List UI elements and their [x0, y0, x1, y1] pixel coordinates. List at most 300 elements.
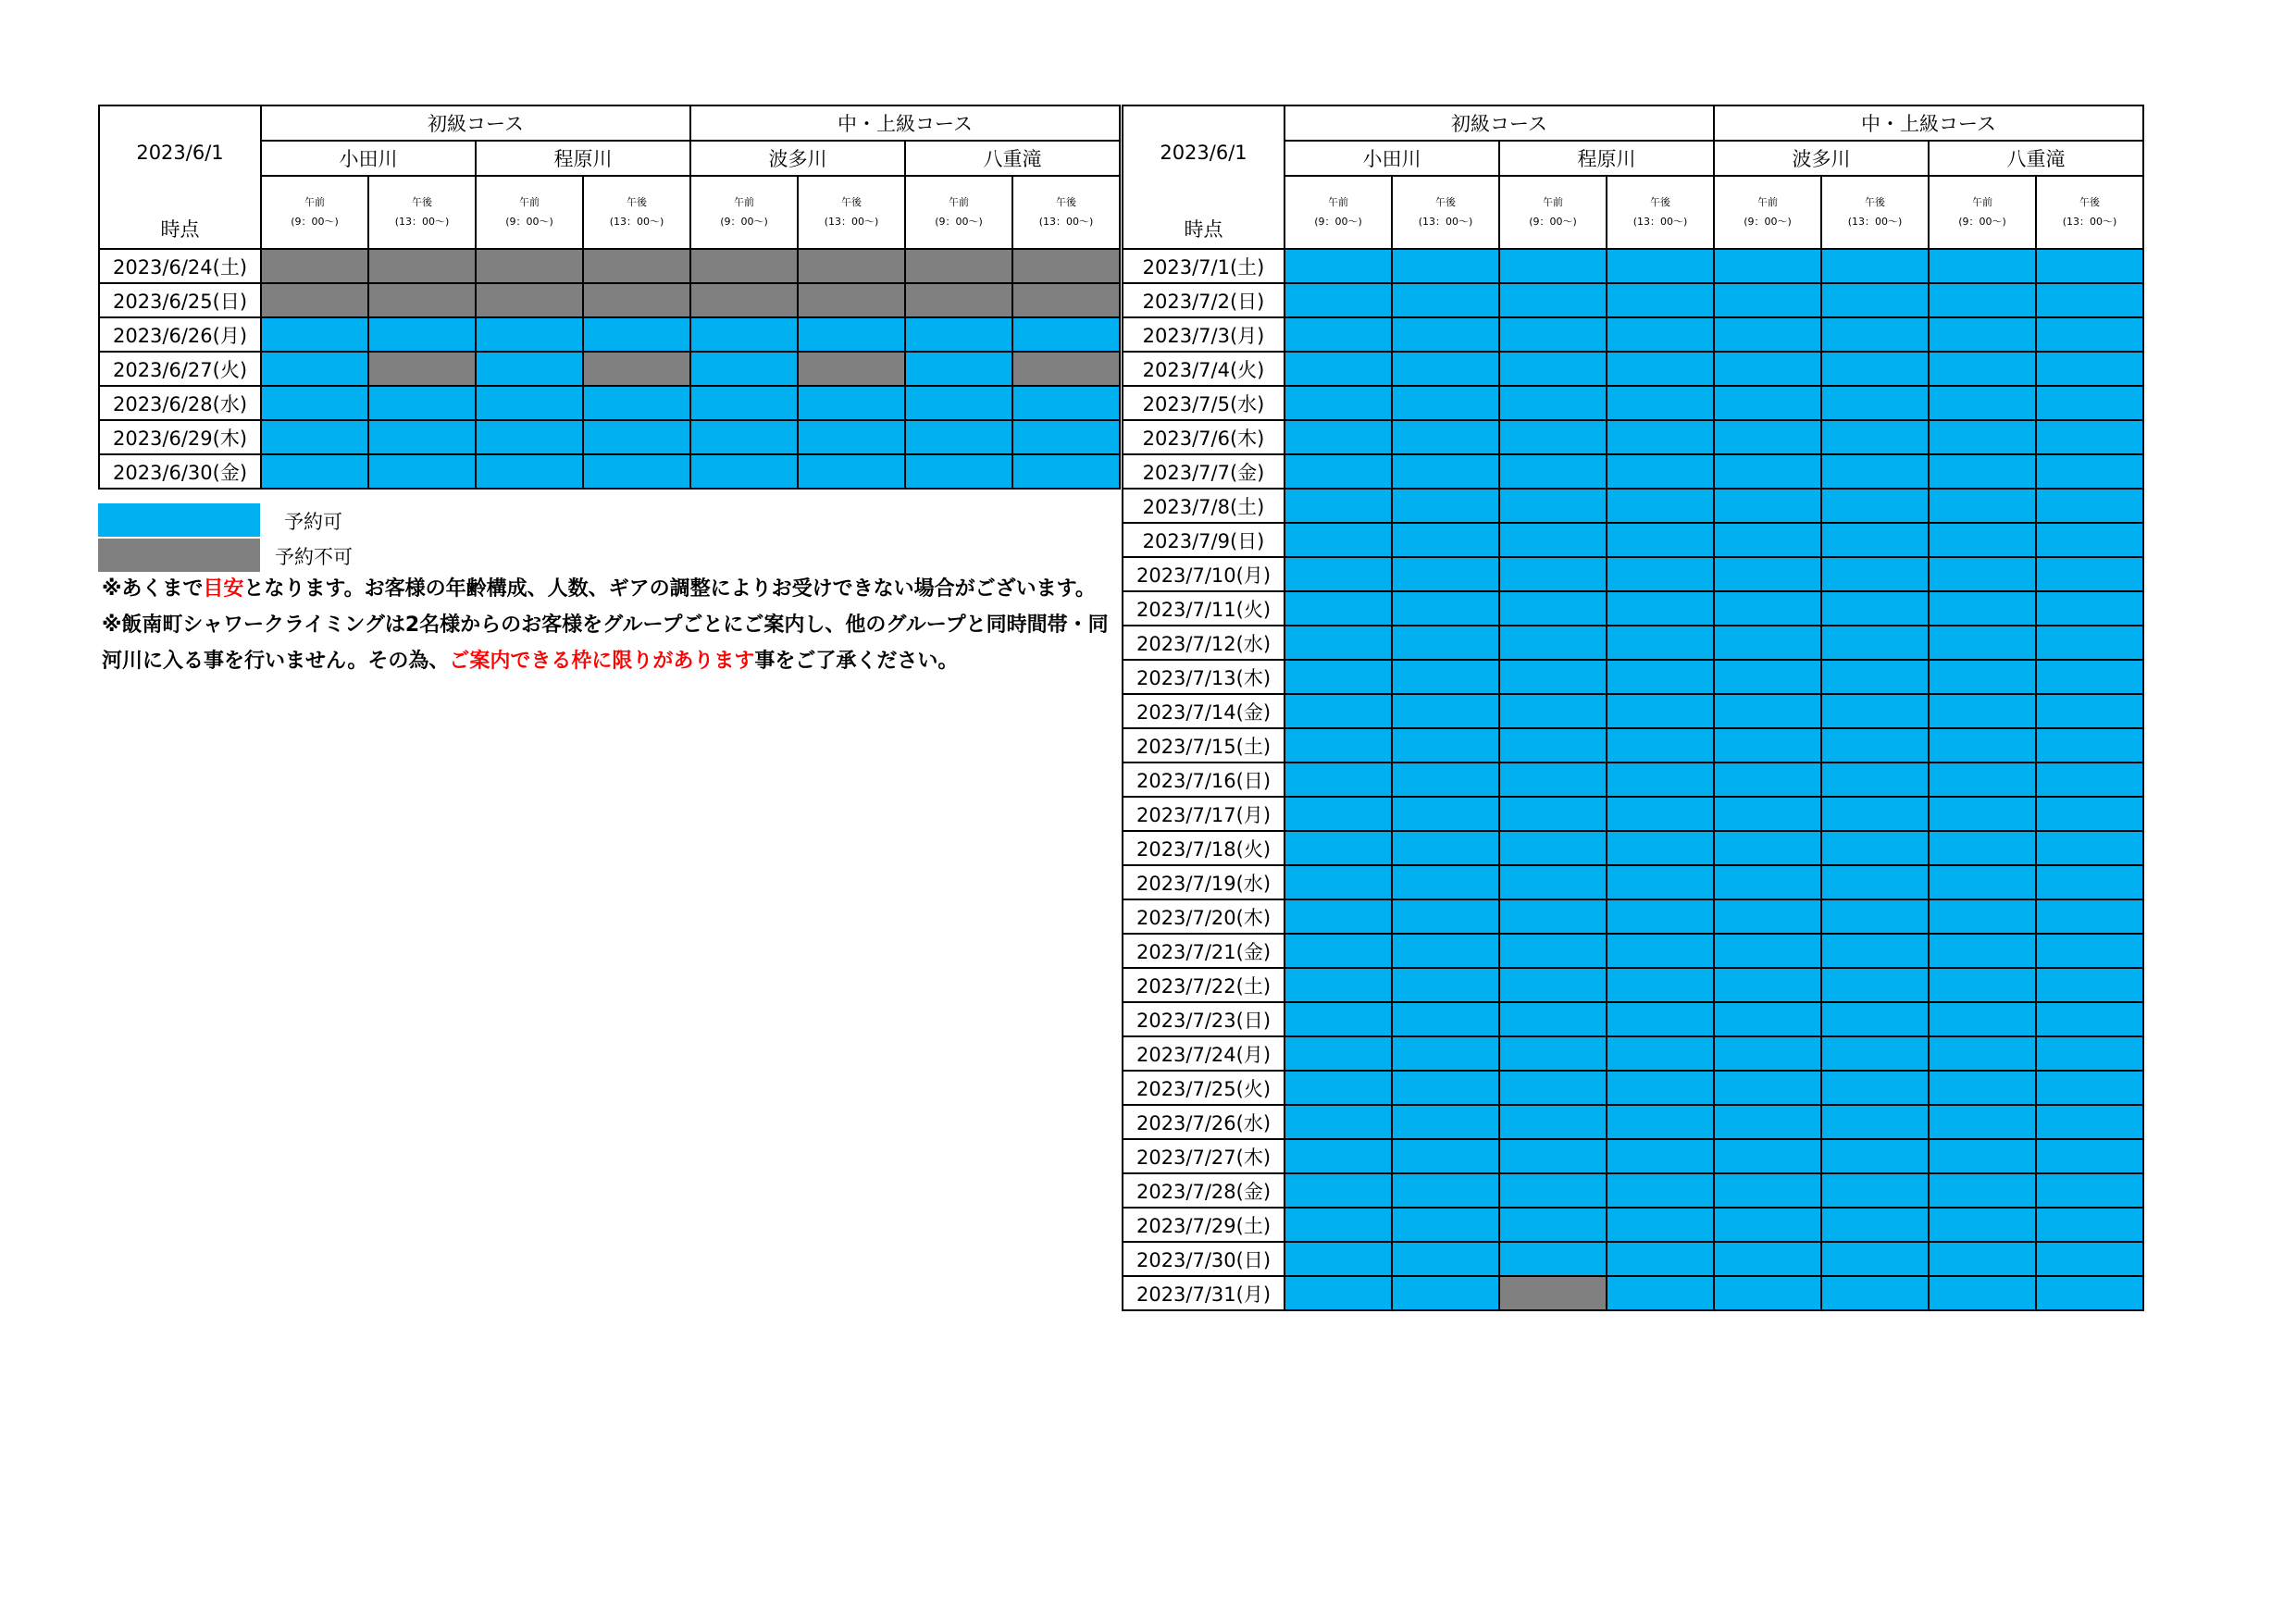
- slot-header-text: [1285, 192, 1391, 231]
- availability-cell-available: [1285, 694, 1392, 728]
- slot-header: [476, 176, 583, 249]
- slot-header: [261, 176, 368, 249]
- availability-cell-available: [1499, 831, 1607, 865]
- availability-cell-available: [1392, 1002, 1499, 1036]
- availability-cell-available: [1821, 1276, 1929, 1310]
- slot-header-text: [1715, 192, 1820, 231]
- availability-cell-available: [1285, 1208, 1392, 1242]
- date-cell: 2023/6/28(水): [99, 386, 261, 420]
- availability-cell-available: [1607, 386, 1714, 420]
- availability-cell-available: [1285, 1071, 1392, 1105]
- availability-cell-available: [1607, 1139, 1714, 1173]
- availability-cell-available: [1499, 660, 1607, 694]
- as-of-wrap: [100, 106, 260, 248]
- availability-cell-available: [1392, 762, 1499, 797]
- availability-cell-available: [690, 317, 798, 352]
- slot-time: (13：00〜): [609, 216, 664, 229]
- slot-label: 午後: [1865, 196, 1885, 209]
- availability-cell-available: [1714, 1105, 1821, 1139]
- table-row: [1123, 420, 2143, 454]
- course-header: 初級コース: [1285, 105, 1714, 141]
- availability-cell-available: [1285, 249, 1392, 283]
- availability-cell-available: [1499, 557, 1607, 591]
- availability-cell-available: [1607, 865, 1714, 899]
- availability-cell-available: [1012, 420, 1120, 454]
- availability-cell-available: [1499, 1071, 1607, 1105]
- availability-cell-available: [1499, 1242, 1607, 1276]
- availability-cell-available: [1392, 1071, 1499, 1105]
- availability-cell-available: [1607, 831, 1714, 865]
- availability-cell-available: [1607, 1071, 1714, 1105]
- slot-label: 午後: [1056, 196, 1076, 209]
- availability-cell-available: [1929, 797, 2036, 831]
- slot-header: [1821, 176, 1929, 249]
- note2-text-before: ※飯南町シャワークライミングは2名様からのお客様をグループごとにご案内し、他のグループと同時間帯・同河川に入る事を行いません。その為、: [102, 614, 1109, 673]
- availability-cell-available: [1499, 762, 1607, 797]
- river-header: 小田川: [1285, 141, 1499, 176]
- availability-cell-available: [1285, 420, 1392, 454]
- availability-cell-available: [1607, 489, 1714, 523]
- availability-cell-available: [1821, 1139, 1929, 1173]
- availability-cell-available: [905, 386, 1012, 420]
- slot-label: 午後: [841, 196, 862, 209]
- availability-cell-available: [1929, 1173, 2036, 1208]
- availability-cell-available: [905, 317, 1012, 352]
- as-of-wrap: [1123, 106, 1284, 248]
- river-header: 八重滝: [1929, 141, 2143, 176]
- availability-cell-available: [1929, 249, 2036, 283]
- availability-cell-available: [1392, 1242, 1499, 1276]
- availability-cell-available: [1392, 694, 1499, 728]
- availability-cell-available: [583, 454, 690, 489]
- availability-cell-available: [1714, 1139, 1821, 1173]
- slot-header: [583, 176, 690, 249]
- availability-cell-available: [1285, 352, 1392, 386]
- availability-cell-available: [1714, 523, 1821, 557]
- availability-cell-available: [905, 352, 1012, 386]
- availability-cell-available: [905, 454, 1012, 489]
- availability-cell-available: [1929, 489, 2036, 523]
- availability-cell-available: [1821, 762, 1929, 797]
- availability-cell-available: [1012, 454, 1120, 489]
- note2-text-after: 事をご了承ください。: [754, 650, 959, 673]
- table-row: [99, 352, 1120, 386]
- date-cell: 2023/7/15(土): [1123, 728, 1285, 762]
- availability-cell-available: [1392, 831, 1499, 865]
- availability-cell-available: [905, 420, 1012, 454]
- date-cell: 2023/7/13(木): [1123, 660, 1285, 694]
- slot-time: (9：00〜): [720, 216, 768, 229]
- availability-cell-available: [1821, 523, 1929, 557]
- availability-cell-available: [1929, 1276, 2036, 1310]
- availability-cell-available: [2036, 1139, 2143, 1173]
- availability-cell-available: [2036, 420, 2143, 454]
- river-header: 八重滝: [905, 141, 1120, 176]
- availability-cell-available: [1285, 797, 1392, 831]
- availability-cell-available: [1821, 694, 1929, 728]
- date-cell: 2023/7/2(日): [1123, 283, 1285, 317]
- slot-header-text: [2037, 192, 2142, 231]
- availability-cell-available: [1821, 865, 1929, 899]
- slot-time: (9：00〜): [505, 216, 553, 229]
- availability-cell-unavailable: [261, 283, 368, 317]
- availability-cell-available: [1714, 557, 1821, 591]
- table-row: [99, 317, 1120, 352]
- date-cell: 2023/7/8(土): [1123, 489, 1285, 523]
- table-row: [1123, 728, 2143, 762]
- availability-cell-available: [1499, 626, 1607, 660]
- availability-cell-available: [2036, 557, 2143, 591]
- course-header: 中・上級コース: [690, 105, 1120, 141]
- availability-cell-available: [2036, 1036, 2143, 1071]
- availability-cell-available: [2036, 1002, 2143, 1036]
- availability-cell-available: [1499, 934, 1607, 968]
- availability-cell-available: [1607, 454, 1714, 489]
- availability-cell-available: [1714, 1242, 1821, 1276]
- slot-header: [1714, 176, 1821, 249]
- availability-cell-available: [1285, 1276, 1392, 1310]
- availability-cell-available: [2036, 386, 2143, 420]
- availability-cell-available: [1607, 626, 1714, 660]
- table-row: [1123, 283, 2143, 317]
- availability-cell-available: [1285, 1242, 1392, 1276]
- note1-highlight: 目安: [203, 577, 244, 601]
- availability-cell-available: [690, 454, 798, 489]
- date-cell: 2023/7/16(日): [1123, 762, 1285, 797]
- river-header: 程原川: [476, 141, 690, 176]
- table-row: [99, 454, 1120, 489]
- slot-time: (9：00〜): [935, 216, 983, 229]
- availability-cell-available: [1714, 728, 1821, 762]
- availability-cell-available: [1929, 831, 2036, 865]
- slot-time: (9：00〜): [1314, 216, 1362, 229]
- availability-cell-available: [1821, 591, 1929, 626]
- availability-cell-available: [2036, 283, 2143, 317]
- availability-cell-available: [1821, 934, 1929, 968]
- availability-cell-available: [1607, 899, 1714, 934]
- slot-label: 午前: [1757, 196, 1778, 209]
- date-cell: 2023/7/17(月): [1123, 797, 1285, 831]
- availability-cell-unavailable: [583, 283, 690, 317]
- availability-cell-unavailable: [798, 283, 905, 317]
- table-row: [1123, 660, 2143, 694]
- availability-cell-available: [1929, 728, 2036, 762]
- availability-cell-available: [1714, 831, 1821, 865]
- availability-cell-available: [1929, 1208, 2036, 1242]
- slot-label: 午後: [2079, 196, 2100, 209]
- slot-header: [1392, 176, 1499, 249]
- slot-label: 午前: [1328, 196, 1348, 209]
- slot-header: [798, 176, 905, 249]
- slot-header: [1607, 176, 1714, 249]
- table-row: [1123, 1242, 2143, 1276]
- availability-table-june: [98, 105, 1121, 490]
- date-cell: 2023/7/7(金): [1123, 454, 1285, 489]
- availability-cell-available: [2036, 660, 2143, 694]
- availability-cell-available: [1285, 626, 1392, 660]
- as-of-date: 2023/6/1: [136, 142, 224, 164]
- availability-cell-available: [2036, 1276, 2143, 1310]
- availability-cell-available: [1821, 626, 1929, 660]
- availability-cell-available: [1821, 1173, 1929, 1208]
- availability-cell-available: [1821, 968, 1929, 1002]
- availability-cell-available: [1714, 899, 1821, 934]
- availability-cell-available: [368, 420, 476, 454]
- availability-cell-available: [798, 454, 905, 489]
- availability-cell-available: [1607, 1242, 1714, 1276]
- availability-cell-available: [1714, 865, 1821, 899]
- availability-cell-available: [1392, 249, 1499, 283]
- table-row: [99, 283, 1120, 317]
- date-cell: 2023/7/19(水): [1123, 865, 1285, 899]
- as-of-cell: [99, 105, 261, 249]
- availability-cell-available: [1821, 489, 1929, 523]
- slot-time: (9：00〜): [291, 216, 339, 229]
- date-cell: 2023/7/18(火): [1123, 831, 1285, 865]
- availability-cell-available: [1714, 420, 1821, 454]
- availability-cell-available: [1285, 1002, 1392, 1036]
- availability-cell-available: [1607, 249, 1714, 283]
- availability-cell-available: [1285, 317, 1392, 352]
- availability-cell-unavailable: [905, 283, 1012, 317]
- availability-cell-available: [1285, 283, 1392, 317]
- availability-cell-available: [1392, 454, 1499, 489]
- table-row: [1123, 352, 2143, 386]
- availability-cell-available: [1392, 1173, 1499, 1208]
- availability-cell-available: [1607, 1208, 1714, 1242]
- date-cell: 2023/7/20(木): [1123, 899, 1285, 934]
- availability-cell-available: [1499, 1173, 1607, 1208]
- availability-cell-available: [1499, 523, 1607, 557]
- availability-cell-available: [1929, 694, 2036, 728]
- availability-cell-available: [798, 386, 905, 420]
- legend-row-available: [98, 503, 1121, 539]
- availability-cell-available: [1499, 420, 1607, 454]
- date-cell: 2023/7/9(日): [1123, 523, 1285, 557]
- availability-cell-available: [1499, 694, 1607, 728]
- availability-cell-available: [1285, 1036, 1392, 1071]
- date-cell: 2023/6/29(木): [99, 420, 261, 454]
- availability-cell-available: [368, 317, 476, 352]
- availability-cell-available: [1714, 249, 1821, 283]
- availability-cell-available: [1821, 1002, 1929, 1036]
- table-row: [1123, 1036, 2143, 1071]
- availability-cell-available: [476, 386, 583, 420]
- notes: [102, 571, 1120, 679]
- note-guideline: [102, 571, 1120, 607]
- availability-cell-available: [1285, 762, 1392, 797]
- availability-cell-available: [1714, 968, 1821, 1002]
- availability-cell-available: [261, 454, 368, 489]
- availability-cell-unavailable: [1499, 1276, 1607, 1310]
- availability-cell-available: [1821, 420, 1929, 454]
- course-header: 中・上級コース: [1714, 105, 2143, 141]
- availability-cell-unavailable: [583, 249, 690, 283]
- availability-cell-available: [1821, 1105, 1929, 1139]
- slot-header: [690, 176, 798, 249]
- availability-cell-available: [476, 454, 583, 489]
- availability-cell-available: [1821, 454, 1929, 489]
- availability-cell-available: [1607, 591, 1714, 626]
- availability-cell-available: [1714, 797, 1821, 831]
- availability-cell-available: [1821, 352, 1929, 386]
- availability-cell-available: [1929, 1242, 2036, 1276]
- availability-cell-available: [1607, 728, 1714, 762]
- availability-cell-available: [2036, 1105, 2143, 1139]
- availability-cell-available: [1821, 899, 1929, 934]
- legend-row-unavailable: [98, 539, 1121, 574]
- slot-time: (9：00〜): [1529, 216, 1577, 229]
- availability-cell-available: [583, 386, 690, 420]
- slot-header-text: [369, 192, 475, 231]
- availability-cell-available: [1929, 523, 2036, 557]
- availability-cell-unavailable: [476, 249, 583, 283]
- availability-cell-available: [1499, 454, 1607, 489]
- availability-cell-available: [1499, 865, 1607, 899]
- table-row: [1123, 968, 2143, 1002]
- availability-cell-available: [1392, 1105, 1499, 1139]
- availability-cell-available: [476, 317, 583, 352]
- date-cell: 2023/7/6(木): [1123, 420, 1285, 454]
- availability-cell-available: [1607, 523, 1714, 557]
- availability-cell-unavailable: [368, 283, 476, 317]
- table-row: [1123, 797, 2143, 831]
- availability-cell-unavailable: [1012, 352, 1120, 386]
- table-row: [99, 249, 1120, 283]
- availability-cell-available: [1392, 1208, 1499, 1242]
- availability-cell-available: [1821, 283, 1929, 317]
- availability-cell-available: [1285, 968, 1392, 1002]
- table-row: [99, 386, 1120, 420]
- date-cell: 2023/7/14(金): [1123, 694, 1285, 728]
- availability-cell-available: [1392, 352, 1499, 386]
- slot-header-text: [691, 192, 797, 231]
- slot-label: 午後: [412, 196, 432, 209]
- availability-cell-available: [1392, 489, 1499, 523]
- availability-cell-available: [261, 386, 368, 420]
- availability-cell-available: [2036, 626, 2143, 660]
- slot-header-text: [906, 192, 1011, 231]
- table-row: [1123, 934, 2143, 968]
- date-cell: 2023/7/27(木): [1123, 1139, 1285, 1173]
- availability-cell-unavailable: [1012, 249, 1120, 283]
- availability-cell-available: [1392, 591, 1499, 626]
- availability-cell-available: [1285, 865, 1392, 899]
- table-row: [1123, 249, 2143, 283]
- availability-cell-available: [1499, 352, 1607, 386]
- availability-cell-available: [2036, 968, 2143, 1002]
- availability-cell-available: [2036, 454, 2143, 489]
- availability-cell-available: [1929, 317, 2036, 352]
- availability-cell-available: [1929, 1139, 2036, 1173]
- availability-cell-available: [1285, 386, 1392, 420]
- availability-cell-unavailable: [690, 249, 798, 283]
- availability-cell-available: [1607, 420, 1714, 454]
- availability-cell-available: [2036, 1242, 2143, 1276]
- availability-cell-available: [1929, 386, 2036, 420]
- availability-cell-available: [1392, 523, 1499, 557]
- availability-cell-available: [1499, 1208, 1607, 1242]
- availability-cell-available: [1714, 660, 1821, 694]
- availability-cell-unavailable: [798, 352, 905, 386]
- slot-header: [1285, 176, 1392, 249]
- availability-cell-available: [1929, 899, 2036, 934]
- availability-cell-available: [1607, 660, 1714, 694]
- availability-cell-available: [1285, 934, 1392, 968]
- table-row: [1123, 1071, 2143, 1105]
- date-cell: 2023/7/31(月): [1123, 1276, 1285, 1310]
- slot-header-text: [584, 192, 689, 231]
- availability-cell-available: [2036, 797, 2143, 831]
- availability-cell-unavailable: [261, 249, 368, 283]
- availability-cell-unavailable: [368, 352, 476, 386]
- availability-cell-available: [476, 352, 583, 386]
- as-of-cell: [1123, 105, 1285, 249]
- availability-cell-available: [1714, 934, 1821, 968]
- slot-time: (13：00〜): [1632, 216, 1688, 229]
- availability-cell-available: [1285, 831, 1392, 865]
- availability-cell-available: [368, 386, 476, 420]
- availability-cell-available: [1285, 454, 1392, 489]
- availability-cell-available: [368, 454, 476, 489]
- table-row: [99, 420, 1120, 454]
- slot-label: 午前: [1543, 196, 1563, 209]
- river-header: 波多川: [690, 141, 905, 176]
- slot-label: 午前: [304, 196, 325, 209]
- availability-cell-available: [1929, 1002, 2036, 1036]
- availability-cell-unavailable: [690, 283, 798, 317]
- slot-header-text: [477, 192, 582, 231]
- slot-time: (13：00〜): [1847, 216, 1903, 229]
- availability-cell-available: [1929, 1105, 2036, 1139]
- availability-cell-available: [1929, 626, 2036, 660]
- availability-cell-available: [1607, 1173, 1714, 1208]
- availability-cell-available: [2036, 1208, 2143, 1242]
- availability-cell-available: [2036, 728, 2143, 762]
- slot-label: 午後: [1650, 196, 1670, 209]
- availability-cell-available: [1821, 1071, 1929, 1105]
- slot-time: (13：00〜): [1418, 216, 1473, 229]
- table-row: [1123, 454, 2143, 489]
- availability-cell-available: [1714, 1002, 1821, 1036]
- date-cell: 2023/7/30(日): [1123, 1242, 1285, 1276]
- slot-header: [2036, 176, 2143, 249]
- slot-header-text: [1013, 192, 1119, 231]
- slot-label: 午前: [519, 196, 540, 209]
- availability-cell-available: [1607, 797, 1714, 831]
- legend-swatch-unavailable: [98, 539, 260, 572]
- date-cell: 2023/7/1(土): [1123, 249, 1285, 283]
- legend-label-unavailable: 予約不可: [275, 546, 353, 568]
- availability-cell-available: [1821, 557, 1929, 591]
- table-row: [1123, 626, 2143, 660]
- availability-cell-available: [2036, 1071, 2143, 1105]
- availability-cell-available: [1929, 420, 2036, 454]
- date-cell: 2023/7/26(水): [1123, 1105, 1285, 1139]
- header-row-courses: [99, 105, 1120, 141]
- date-cell: 2023/7/24(月): [1123, 1036, 1285, 1071]
- availability-cell-available: [1499, 249, 1607, 283]
- availability-cell-available: [1392, 1276, 1499, 1310]
- table-row: [1123, 1276, 2143, 1310]
- availability-cell-available: [690, 352, 798, 386]
- availability-cell-available: [1012, 386, 1120, 420]
- availability-cell-available: [1714, 1173, 1821, 1208]
- availability-cell-available: [2036, 523, 2143, 557]
- availability-cell-available: [1285, 557, 1392, 591]
- availability-cell-available: [1929, 934, 2036, 968]
- table-row: [1123, 523, 2143, 557]
